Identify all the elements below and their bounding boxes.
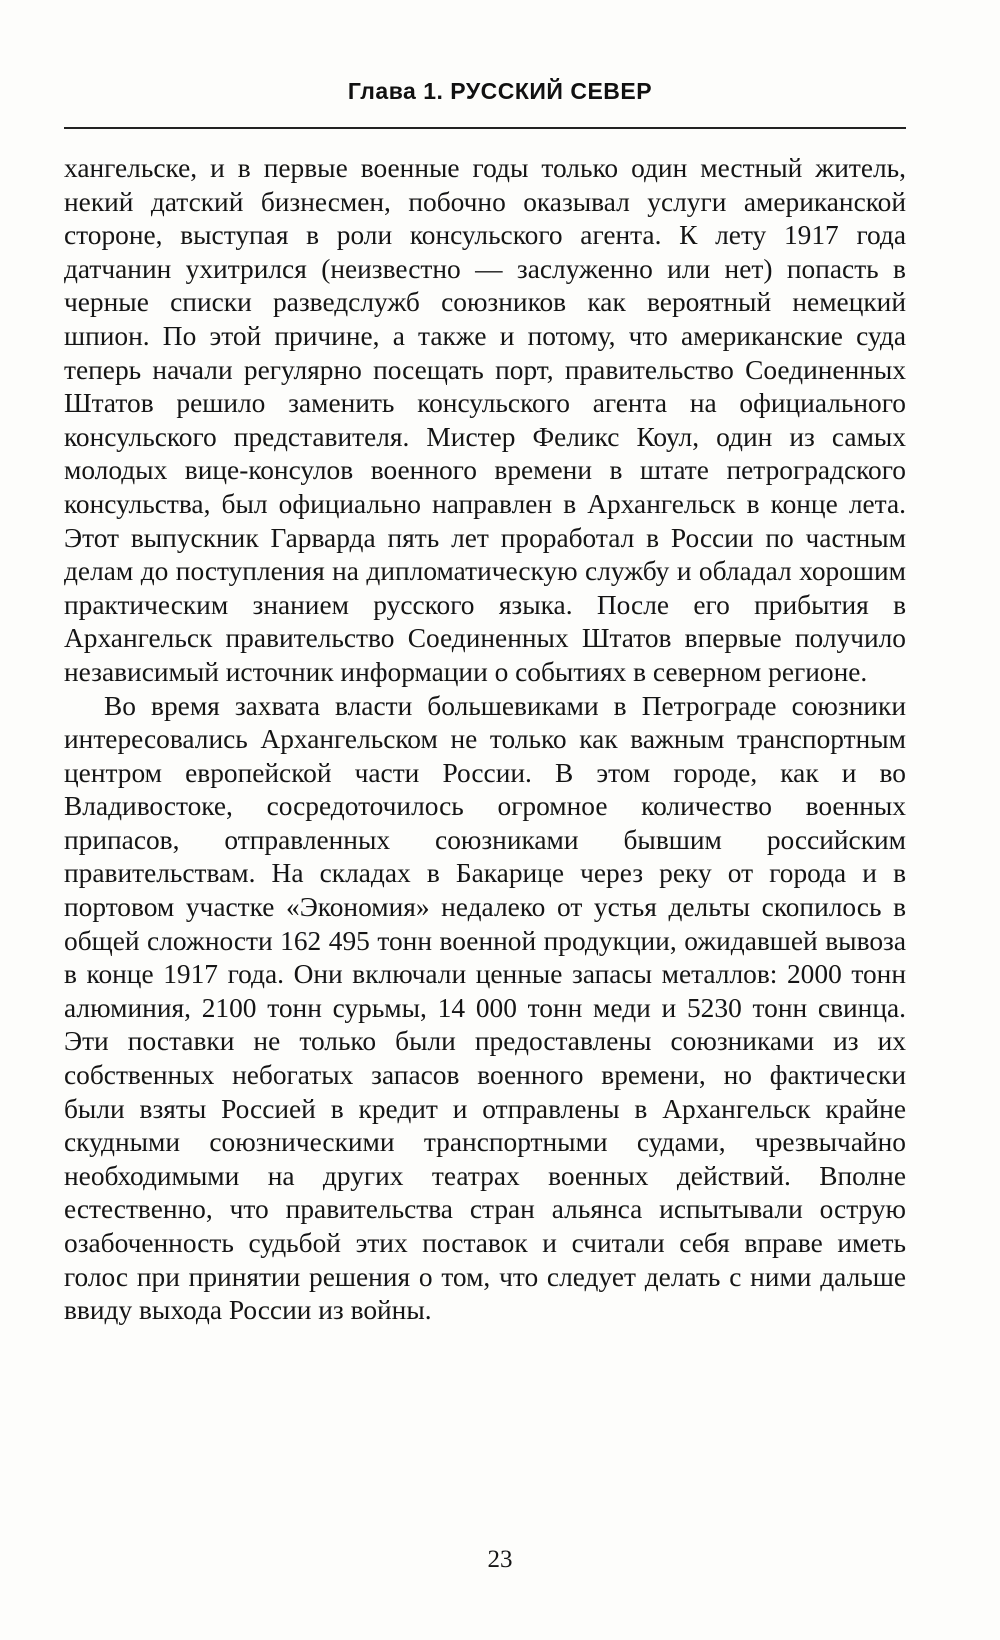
page-number: 23 xyxy=(487,1546,513,1573)
body-text xyxy=(64,152,906,1328)
paragraph: Во время захвата власти большевиками в Петрограде союзники интересовались Архангельском не только как важным транспортным центром европейской части России. В этом городе, как и во Владивостоке, сосредоточилось огромное количество военных припасов, отправленных союзниками бывшим российским правительствам. На складах в Бакарице через реку от города и в портовом участке «Экономия» недалеко от устья дельты скопилось в общей сложности 162 495 тонн военной продукции, ожидавшей вывоза в конце 1917 года. Они включали ценные запасы металлов: 2000 тонн алюминия, 2100 тонн сурьмы, 14 000 тонн меди и 5230 тонн свинца. Эти поставки не только были предоставлены союзниками из их собственных небогатых запасов военного времени, но фактически были взяты Россией в кредит и отправлены в Архангельск крайне скудными союзническими транспортными судами, чрезвычайно необходимыми на других театрах военных действий. Вполне естественно, что правительства стран альянса испытывали острую озабоченность судьбой этих поставок и считали себя вправе иметь голос при принятии решения о том, что следует делать с ними дальше ввиду выхода России из войны. xyxy=(64,690,906,1326)
paragraph-continuation: хангельске, и в первые военные годы только один местный житель, некий датский бизнесмен, побочно оказывал услуги американской стороне, выступая в роли консульского агента. К лету 1917 года датчанин ухитрился (неизвестно — заслуженно или нет) попасть в черные списки разведслужб союзников как вероятный немецкий шпион. По этой причине, а также и потому, что американские суда теперь начали регулярно посещать порт, правительство Соединенных Штатов решило заменить консульского агента на официального консульского представителя. Мистер Феликс Коул, один из самых молодых вице-консулов военного времени в штате петроградского консульства, был официально направлен в Архангельск в конце лета. Этот выпускник Гарварда пять лет проработал в России по частным делам до поступления на дипломатическую службу и обладал хорошим практическим знанием русского языка. После его прибытия в Архангельск правительство Соединенных Штатов впервые получило независимый источник информации о событиях в северном регионе. xyxy=(64,153,906,687)
running-head-title: Глава 1. РУССКИЙ СЕВЕР xyxy=(347,78,653,104)
header-rule xyxy=(64,127,906,129)
